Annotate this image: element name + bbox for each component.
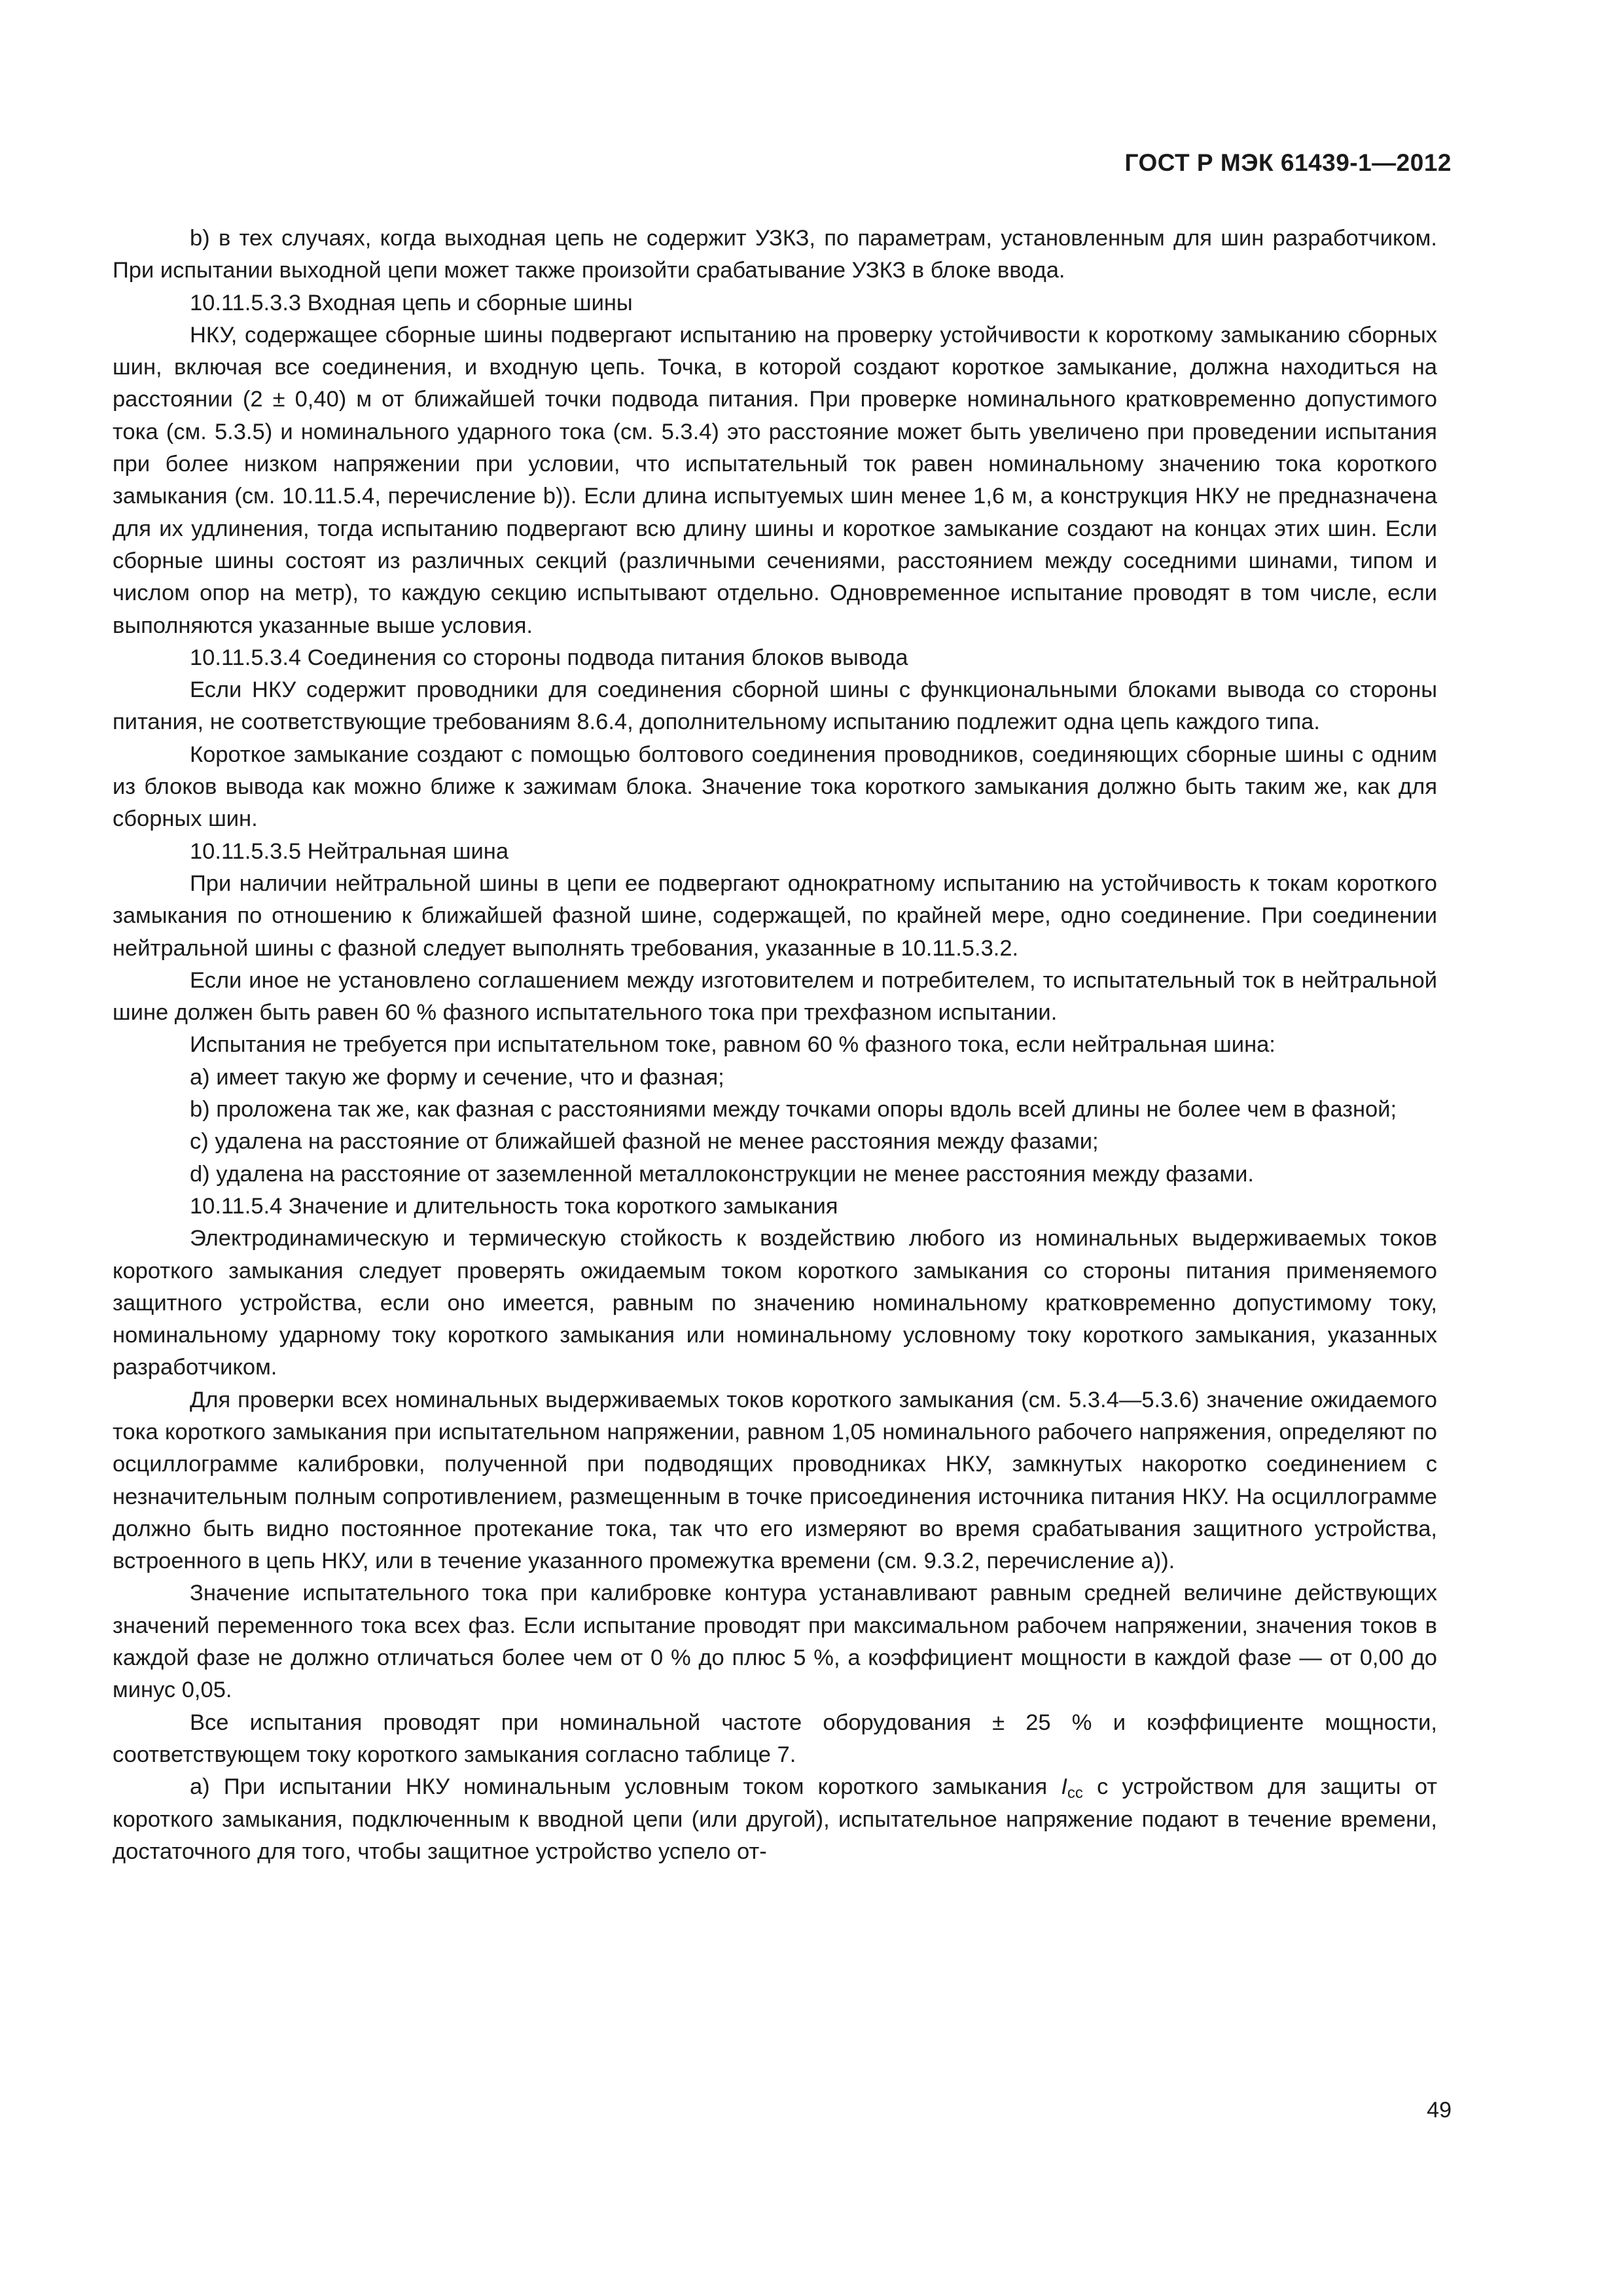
standard-header: ГОСТ Р МЭК 61439-1—2012: [1124, 149, 1452, 176]
paragraph-test-not-required: Испытания не требуется при испытательном токе, равном 60 % фазного тока, если нейтральная шина:: [190, 1032, 1275, 1058]
paragraph-test-current: Значение испытательного тока при калибровке контура устанавливают равным средней величине действующих значений переменного тока всех фаз. Если испытание проводят при максимальном рабочем напряжении, значения токов в каждой фазе не должно отличаться более чем от 0 % до плюс 5 %, а коэффициент мощности в каждой фазе — от 0,00 до минус 0,05.: [113, 1581, 1437, 1703]
paragraph-conductors: Если НКУ содержит проводники для соединения сборной шины с функциональными блоками вывода со стороны питания, не соответствующие требованиям 8.6.4, дополнительному испытанию подлежит одна цепь каждого типа.: [113, 677, 1437, 735]
list-item-a: a) имеет такую же форму и сечение, что и фазная;: [190, 1064, 724, 1090]
paragraph-calibration: Для проверки всех номинальных выдерживаемых токов короткого замыкания (см. 5.3.4—5.3.6) значение ожидаемого тока короткого замыкания при испытательном напряжении, равном 1,05 номинального рабочего напряжения, определяют по осциллограмме калибровки, полученной при подводящих проводниках НКУ, замкнутых накоротко соединением с незначительным полным сопротивлением, размещенным в точке присоединения источника питания НКУ. На осциллограмме должно быть видно постоянное протекание тока, так что его измеряют во время срабатывания защитного устройства, встроенного в цепь НКУ, или в течение указанного промежутка времени (см. 9.3.2, перечисление a)).: [113, 1387, 1437, 1574]
current-symbol: I: [1061, 1774, 1067, 1800]
paragraph-withstand: Электродинамическую и термическую стойкость к воздействию любого из номинальных выдерживаемых токов короткого замыкания следует проверять ожидаемым током короткого замыкания со стороны питания применяемого защитного устройства, если оно имеется, равным по значению номинальному кратковременно допустимому току, номинальному ударному току короткого замыкания или номинальному условному току короткого замыкания, указанных разработчиком.: [113, 1226, 1437, 1380]
list-item-c: c) удалена на расстояние от ближайшей фазной не менее расстояния между фазами;: [190, 1129, 1099, 1155]
paragraph-frequency: Все испытания проводят при номинальной частоте оборудования ± 25 % и коэффициенте мощности, соответствующем току короткого замыкания согласно таблице 7.: [113, 1710, 1437, 1767]
section-heading-10-11-5-3-5: 10.11.5.3.5 Нейтральная шина: [190, 838, 509, 864]
last-paragraph-end: с устройством для защиты от короткого замыкания, подключенным к вводной цепи (или другой), испытательное напряжение подают в течение времени, достаточного для того, чтобы защитное устройство успело от-: [113, 1774, 1438, 1864]
section-heading-10-11-5-3-3: 10.11.5.3.3 Входная цепь и сборные шины: [190, 290, 633, 315]
last-paragraph-start: a) При испытании НКУ номинальным условным током короткого замыкания: [190, 1774, 1061, 1800]
current-subscript: cc: [1067, 1784, 1083, 1803]
paragraph-neutral-current: Если иное не установлено соглашением между изготовителем и потребителем, то испытательный ток в нейтральной шине должен быть равен 60 % фазного испытательного тока при трехфазном испытании.: [113, 967, 1437, 1026]
paragraph-busbar-test: НКУ, содержащее сборные шины подвергают испытанию на проверку устойчивости к короткому замыканию сборных шин, включая все соединения, и входную цепь. Точка, в которой создают короткое замыкание, должна находиться на расстоянии (2 ± 0,40) м от ближайшей точки подвода питания. При проверке номинального кратковременно допустимого тока (см. 5.3.5) и номинального ударного тока (см. 5.3.4) это расстояние может быть увеличено при проведении испытания при более низком напряжении при условии, что испытательный ток равен номинальному значению тока короткого замыкания (см. 10.11.5.4, перечисление b)). Если длина испытуемых шин менее 1,6 м, а конструкция НКУ не предназначена для их удлинения, тогда испытанию подвергают всю длину шины и короткое замыкание создают на концах этих шин. Если сборные шины состоят из различных секций (различными сечениями, расстоянием между соседними шинами, типом и числом опор на метр), то каждую секцию испытывают отдельно. Одновременное испытание проводят в том числе, если выполняются указанные выше условия.: [113, 322, 1437, 638]
paragraph-bolted-short-circuit: Короткое замыкание создают с помощью болтового соединения проводников, соединяющих сборные шины с одним из блоков вывода как можно ближе к зажимам блока. Значение тока короткого замыкания должно быть таким же, как для сборных шин.: [113, 742, 1437, 832]
paragraph-neutral-bus: При наличии нейтральной шины в цепи ее подвергают однократному испытанию на устойчивость к токам короткого замыкания по отношению к ближайшей фазной шине, содержащей, по крайней мере, одно соединение. При соединении нейтральной шины с фазной следует выполнять требования, указанные в 10.11.5.3.2.: [113, 870, 1437, 961]
page-body: [113, 223, 1437, 1868]
section-heading-10-11-5-3-4: 10.11.5.3.4 Соединения со стороны подвода питания блоков вывода: [190, 645, 908, 670]
list-item-d: d) удалена на расстояние от заземленной металлоконструкции не менее расстояния между фазами.: [190, 1161, 1254, 1187]
paragraph-conditional-current: [113, 1771, 1437, 1868]
page-number: 49: [1427, 2098, 1452, 2123]
section-heading-10-11-5-4: 10.11.5.4 Значение и длительность тока короткого замыкания: [190, 1193, 838, 1219]
list-item-b: b) проложена так же, как фазная с расстояниями между точками опоры вдоль всей длины не более чем в фазной;: [190, 1097, 1397, 1122]
paragraph-b-continuation: b) в тех случаях, когда выходная цепь не содержит УЗКЗ, по параметрам, установленным для шин разработчиком. При испытании выходной цепи может также произойти срабатывание УЗКЗ в блоке ввода.: [113, 226, 1437, 283]
